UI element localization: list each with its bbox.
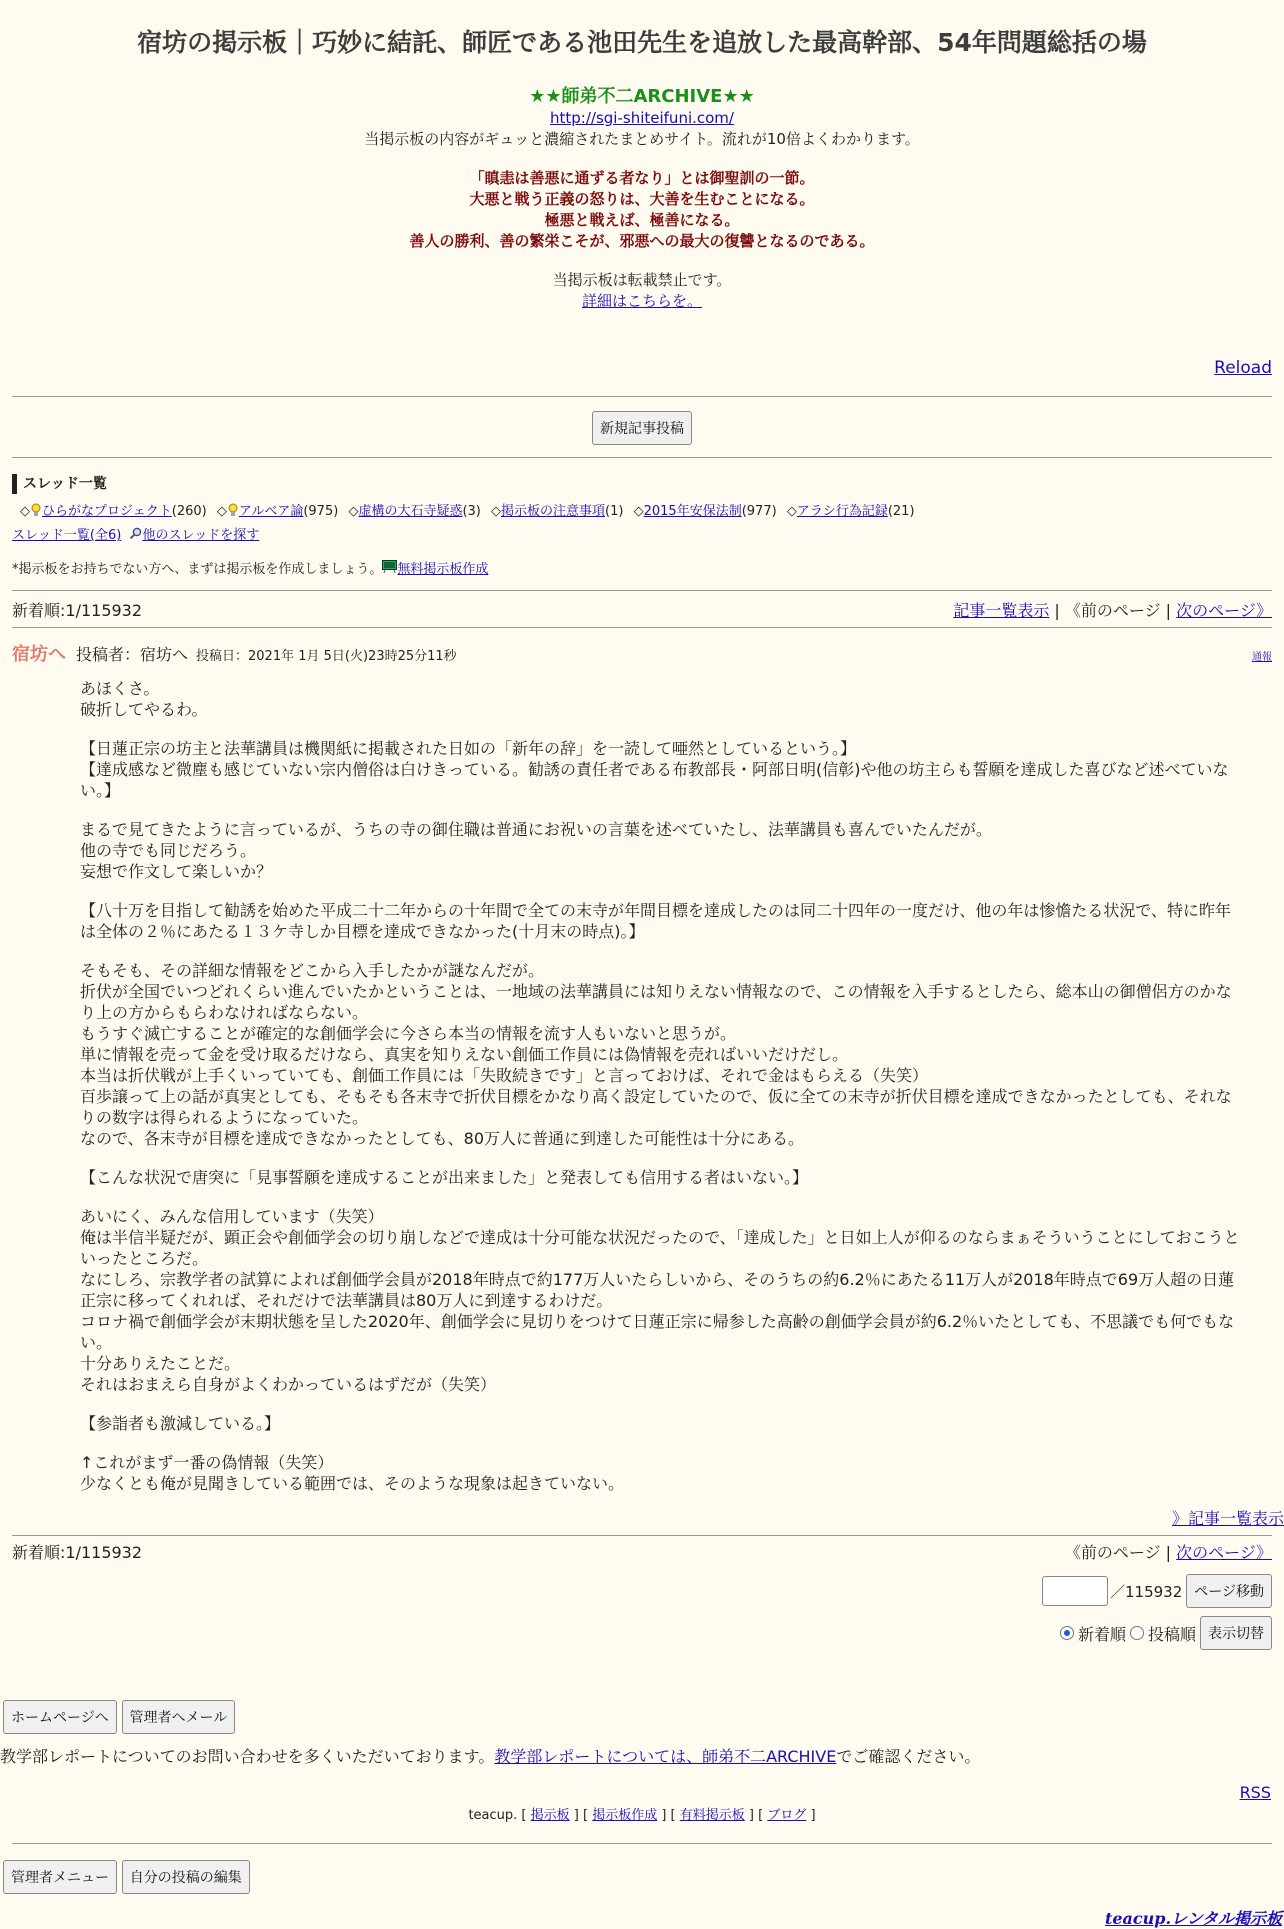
display-toggle-button[interactable]: 表示切替 <box>1200 1616 1272 1650</box>
thread-item: ◇掲示板の注意事項(1) <box>491 504 624 519</box>
post-line: あほくさ。 <box>80 679 160 698</box>
thread-item: ◇ ひらがなプロジェクト(260) <box>20 504 207 519</box>
post-title: 宿坊へ <box>12 644 66 665</box>
quote-line: 極悪と戦えば、極善になる。 <box>544 211 740 229</box>
homepage-button[interactable]: ホームページへ <box>3 1700 117 1734</box>
teacup-blog-link[interactable]: ブログ <box>767 1808 807 1823</box>
next-page-link-bottom[interactable]: 次のページ》 <box>1176 1542 1272 1562</box>
post-count: 新着順:1/115932 <box>12 600 143 620</box>
post-line: 【八十万を目指して勧誘を始めた平成二十二年からの十年間で全ての末寺が年間目標を達成したのは同二十四年の一度だけ、他の年は惨憺たる状況で、特に昨年は全体の２％にあたる１３ケ寺しか目標を達成できなかった(十月末の時点)。】 <box>80 901 1232 941</box>
blank-line <box>80 1434 1242 1452</box>
sort-post-label: 投稿順 <box>1147 1624 1196 1644</box>
archive-name: ★★師弟不二ARCHIVE★★ <box>529 86 755 107</box>
article-list-link[interactable]: 記事一覧表示 <box>953 600 1050 620</box>
thread-item: ◇虚構の大石寺疑惑(3) <box>348 504 481 519</box>
blank-line <box>80 1188 1242 1206</box>
post-date: 投稿日：2021年 1月 5日(火)23時25分11秒 <box>196 649 457 664</box>
post-line: 折伏が全国でいつどれくらい進んでいたかということは、一地域の法華講員には知りえない情報なので、この情報を入手するとしたら、総本山の御僧侶方のかなり上の方からもらわなければならない。 <box>80 982 1232 1022</box>
sort-new-label: 新着順 <box>1077 1624 1126 1644</box>
post-line: 単に情報を売って金を受け取るだけなら、真実を知りえない創価工作員には偽情報を売ればいいだけだし。 <box>80 1045 849 1064</box>
page-jump-button[interactable]: ページ移動 <box>1186 1574 1272 1608</box>
archive-description: 当掲示板の内容がギュッと濃縮されたまとめサイト。流れが10倍よくわかります。 <box>364 130 920 148</box>
teacup-board-link[interactable]: 掲示板 <box>530 1808 570 1823</box>
quote-line: 善人の勝利、善の繁栄こそが、邪悪への最大の復讐となるのである。 <box>409 232 875 250</box>
post-line: 【こんな状況で唐突に「見事誓願を達成することが出来ました」と発表しても信用する者はいない。】 <box>80 1168 809 1187</box>
page-number-input[interactable] <box>1042 1576 1108 1606</box>
post-line: 本当は折伏戦が上手くいっていても、創価工作員には「失敗続きです」と言っておけば、それで金はもらえる（失笑） <box>80 1066 929 1085</box>
archive-url-link[interactable]: http://sgi-shiteifuni.com/ <box>550 109 734 127</box>
post-line: 少なくとも俺が見聞きしている範囲では、そのような現象は起きていない。 <box>80 1474 625 1493</box>
post-line: 他の寺でも同じだろう。 <box>80 841 257 860</box>
post-line: コロナ禍で創価学会が末期状態を呈した2020年、創価学会に見切りをつけて日蓮正宗に帰参した高齢の創価学会員が約6.2％いたとしても、不思議でも何でもない。 <box>80 1312 1235 1352</box>
blank-line <box>80 882 1242 900</box>
mail-admin-button[interactable]: 管理者へメール <box>122 1700 236 1734</box>
post-line: ↑これがまず一番の偽情報（失笑） <box>80 1453 334 1472</box>
teacup-links: teacup. [ 掲示板 ] [ 掲示板作成 ] [ 有料掲示板 ] [ ブログ ] <box>468 1808 816 1823</box>
post-line: 【参詣者も激減している。】 <box>80 1414 281 1433</box>
quote-block <box>12 168 1272 252</box>
divider <box>12 457 1272 458</box>
post-count-bottom: 新着順:1/115932 <box>12 1542 143 1562</box>
search-threads-link[interactable]: 他のスレッドを探す <box>142 528 260 543</box>
next-page-link[interactable]: 次のページ》 <box>1176 600 1272 620</box>
teacup-logo-link[interactable]: teacup.レンタル掲示板 <box>1104 1909 1282 1928</box>
post-author: 投稿者：宿坊へ <box>76 645 189 664</box>
thread-item: ◇ アルベア論(975) <box>216 504 339 519</box>
quote-line: 「瞋恚は善悪に通ずる者なり」とは御聖訓の一節。 <box>469 169 815 187</box>
post-line: 【日蓮正宗の坊主と法華講員は機関紙に掲載された日如の「新年の辞」を一読して唖然としているという。】 <box>80 739 857 758</box>
post-line: それはおまえら自身がよくわかっているはずだが（失笑） <box>80 1375 497 1394</box>
thread-link-albea[interactable]: アルベア論 <box>238 504 304 519</box>
thread-link-notes[interactable]: 掲示板の注意事項 <box>501 504 606 519</box>
create-board-text: *掲示板をお持ちでない方へ、まずは掲示板を作成しましょう。 <box>12 562 383 577</box>
post-line: なにしろ、宗教学者の試算によれば創価学会員が2018年時点で約177万人いたらしいから、そのうちの約6.2％にあたる11万人が2018年時点で69万人超の日蓮正宗に移ってくれれば、それだけで法華講員は80万人に到達するわけだ。 <box>80 1270 1235 1310</box>
post-line: 俺は半信半疑だが、顕正会や創価学会の切り崩しなどで達成は十分可能な状況だったので、「達成した」と日如上人が仰るのならまぁそういうことにしておこうといったところだ。 <box>80 1228 1240 1268</box>
thread-link-hiragana[interactable]: ひらがなプロジェクト <box>42 504 172 519</box>
post-line: そもそも、その詳細な情報をどこから入手したかが謎なんだが。 <box>80 961 545 980</box>
prev-page-text: 《前のページ <box>1064 1542 1161 1562</box>
blank-line <box>80 942 1242 960</box>
prev-page-text: 《前のページ <box>1064 600 1161 620</box>
blank-line <box>80 720 1242 738</box>
bulb-icon <box>227 503 239 517</box>
thread-list-heading: スレッド一覧 <box>12 474 1272 494</box>
report-link[interactable]: 通報 <box>1252 652 1272 663</box>
page-title: 宿坊の掲示板｜巧妙に結託、師匠である池田先生を追放した最高幹部、54年問題総括の場 <box>137 28 1147 57</box>
page-total: ／115932 <box>1110 1582 1183 1601</box>
rss-link[interactable]: RSS <box>1239 1783 1271 1802</box>
divider <box>12 1843 1272 1844</box>
reload-link[interactable]: Reload <box>1214 358 1272 378</box>
post-line: 破折してやるわ。 <box>80 700 208 719</box>
sort-post-radio[interactable] <box>1130 1626 1144 1640</box>
quote-line: 大悪と戦う正義の怒りは、大善を生むことになる。 <box>469 190 815 208</box>
create-board-link[interactable]: 無料掲示板作成 <box>397 562 489 577</box>
post-line: あいにく、みんな信用しています（失笑） <box>80 1207 384 1226</box>
edit-own-post-button[interactable]: 自分の投稿の編集 <box>122 1860 250 1894</box>
blank-line <box>80 801 1242 819</box>
bulb-icon <box>30 503 42 517</box>
teacup-create-link[interactable]: 掲示板作成 <box>592 1808 658 1823</box>
post-line: 【達成感など微塵も感じていない宗内僧俗は白けきっている。勧誘の責任者である布教部長・阿部日明(信彰)や他の坊主らも誓願を達成した喜びなど述べていない。】 <box>80 760 1229 800</box>
post-line: 十分ありえたことだ。 <box>80 1354 241 1373</box>
divider <box>12 627 1272 628</box>
all-threads-link[interactable]: スレッド一覧(全6) <box>12 528 122 543</box>
teacup-paid-link[interactable]: 有料掲示板 <box>679 1808 745 1823</box>
post-line: 妄想で作文して楽しいか？ <box>80 862 273 881</box>
thread-list <box>12 502 1272 522</box>
thread-item: ◇アラシ行為記録(21) <box>786 504 915 519</box>
article-list-link-bottom[interactable]: 》記事一覧表示 <box>1171 1509 1284 1528</box>
post-line: 百歩譲って上の話が真実としても、そもそも各末寺で折伏目標をかなり高く設定していたので、仮に全ての末寺が折伏目標を達成できなかったとしても、それなりの数字は得られるようになっていた。 <box>80 1087 1232 1127</box>
inquiry-text: 教学部レポートについてのお問い合わせを多くいただいております。 <box>0 1747 495 1766</box>
repost-notice: 当掲示板は転載禁止です。 <box>552 271 732 289</box>
notice-details-link[interactable]: 詳細はこちらを。 <box>581 292 702 310</box>
thread-link-arashi[interactable]: アラシ行為記録 <box>796 504 888 519</box>
post-line: もうすぐ滅亡することが確定的な創価学会に今さら本当の情報を流す人もいないと思うが。 <box>80 1024 737 1043</box>
post-body <box>80 678 1242 1494</box>
board-icon <box>382 560 397 573</box>
post-line: まるで見てきたように言っているが、うちの寺の御住職は普通にお祝いの言葉を述べていたし、法華講員も喜んでいたんだが。 <box>80 820 992 839</box>
blank-line <box>80 1395 1242 1413</box>
admin-menu-button[interactable]: 管理者メニュー <box>3 1860 117 1894</box>
magnifier-icon <box>129 527 142 540</box>
sort-new-radio[interactable] <box>1060 1626 1074 1640</box>
post-line: なので、各末寺が目標を達成できなかったとしても、80万人に普通に到達した可能性は十分にある。 <box>80 1129 805 1148</box>
post-header <box>12 640 1272 666</box>
blank-line <box>80 1149 1242 1167</box>
inquiry-link[interactable]: 教学部レポートについては、師弟不二ARCHIVE <box>494 1747 837 1766</box>
new-post-button[interactable]: 新規記事投稿 <box>592 411 692 445</box>
thread-link-taisekiji[interactable]: 虚構の大石寺疑惑 <box>358 504 463 519</box>
thread-item: ◇2015年安保法制(977) <box>633 504 777 519</box>
thread-link-2015[interactable]: 2015年安保法制 <box>643 504 742 519</box>
